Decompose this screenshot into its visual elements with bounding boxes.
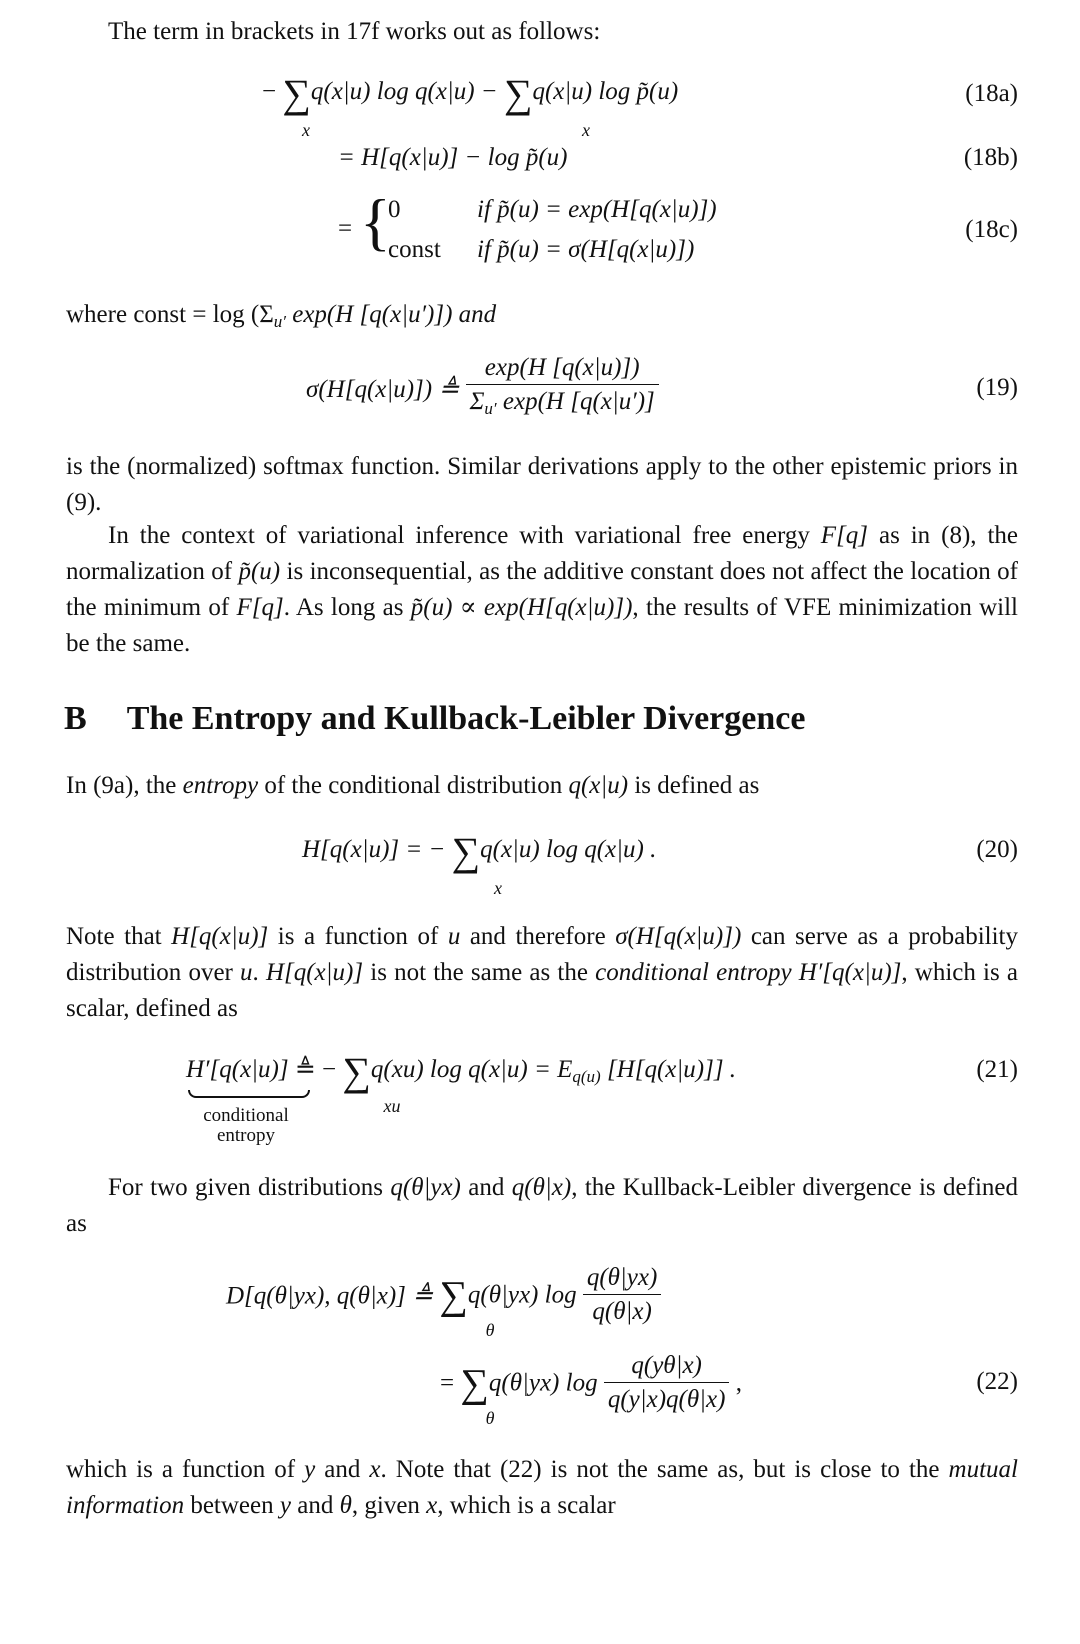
- paragraph: In (9a), the entropy of the conditional distribution q(x|u) is defined as: [66, 772, 760, 799]
- paragraph: For two given distributions q(θ|yx) and q(θ|x), the Kullback-Leibler divergence is defined as: [66, 1174, 1018, 1237]
- fraction-numerator: exp(H [q(x|u)]): [466, 352, 659, 385]
- sum-symbol: ∑: [342, 1049, 371, 1094]
- eq20-rhs: q(x|u) log q(x|u) .: [480, 836, 657, 863]
- case1-value: 0: [388, 196, 401, 223]
- sum-subscript: xu: [383, 1096, 401, 1116]
- where-line: [66, 297, 496, 340]
- eq19-lhs: σ(H[q(x|u)]) ≜: [306, 376, 466, 403]
- sum-subscript: θ: [485, 1320, 495, 1340]
- sum-subscript: θ: [485, 1408, 495, 1428]
- sum-subscript: x: [582, 120, 590, 140]
- where-text: where const = log (Σ: [66, 301, 274, 328]
- defined-as: ≜ −: [288, 1056, 337, 1083]
- equation-number: (20): [976, 836, 1018, 863]
- case2-condition: if p̃(u) = σ(H[q(x|u)]): [477, 236, 695, 263]
- equation-18a: [262, 71, 679, 116]
- equation-22-line2: = ∑q(θ|yx) log $\frac{q(y\theta|x)}{q(y|x)q(\theta|x)}$ ,: [440, 1350, 742, 1417]
- paragraph: Note that H[q(x|u)] is a function of u and therefore σ(H[q(x|u)]) can serve as a probability distribution over u. H[q(x|u)] is not the same as the conditional entropy H′[q(x|u)], which is a scalar, defined as: [66, 923, 1018, 1022]
- paragraph: which is a function of y and x. Note that (22) is not the same as, but is close to the mutual information between y and θ, given x, which is a scalar: [66, 1456, 1018, 1519]
- section-title: The Entropy and Kullback-Leibler Divergence: [126, 700, 806, 737]
- minus-sign: −: [262, 78, 277, 105]
- sum-subscript: x: [302, 120, 310, 140]
- equation-number: (18b): [963, 144, 1018, 171]
- sum-subscript: x: [494, 878, 502, 898]
- equation-18b: = H[q(x|u)] − log p̃(u): [338, 144, 568, 171]
- underbrace-label: conditional entropy: [203, 1105, 289, 1146]
- section-heading: [64, 700, 805, 738]
- equals-sign: =: [338, 215, 353, 242]
- conditional-entropy-term: H′[q(x|u)]: [186, 1056, 289, 1083]
- equation-number: (19): [976, 374, 1018, 401]
- equation-19: [306, 352, 659, 426]
- eq20-lhs: H[q(x|u)] = −: [302, 836, 446, 863]
- section-letter: B: [64, 700, 87, 737]
- fraction-denominator: $\Sigma_{u'}$ exp(H [q(x|u′)]: [469, 388, 655, 418]
- sum-symbol: ∑: [503, 71, 533, 116]
- intro-text: The term in brackets in 17f works out as follows:: [108, 18, 601, 45]
- eq18a-term1: q(x|u) log q(x|u) −: [310, 78, 504, 105]
- equation-22-line1: D[q(θ|yx), q(θ|x)] ≜ ∑q(θ|yx) log $\frac{q(\theta|yx)}{q(\theta|x)}$: [226, 1262, 661, 1329]
- underbrace: [188, 1090, 310, 1098]
- subscript: u′: [273, 312, 286, 331]
- left-brace: {: [360, 186, 391, 257]
- paragraph: In the context of variational inference with variational free energy F[q] as in (8), the normalization of p̃(u) is inconsequential, as the additive constant does not affect the location of the minimum of F[q]. As long as p̃(u) ∝ exp(H[q(x|u)]), the results of VFE minimization will be the same.: [66, 522, 1018, 657]
- equation-number: (18a): [965, 80, 1018, 107]
- sum-symbol: ∑: [460, 1360, 489, 1406]
- fraction: $\frac{q(\theta|yx)}{q(\theta|x)}$: [583, 1262, 662, 1329]
- equation-number: (22): [976, 1368, 1018, 1395]
- sum-symbol: ∑: [451, 829, 481, 874]
- equation-21: H′[q(x|u)] ≜ − ∑q(xu) $\log q(x|u) = E_{q(u)}$ [H[q(x|u)]] .: [186, 1049, 737, 1094]
- case2-value: const: [388, 236, 441, 263]
- equation-20: [302, 829, 657, 874]
- sum-symbol: ∑: [282, 71, 311, 116]
- paragraph: is the (normalized) softmax function. Similar derivations apply to the other epistemic priors in (9).: [66, 453, 1018, 516]
- sum-symbol: ∑: [439, 1272, 468, 1318]
- case1-condition: if p̃(u) = exp(H[q(x|u)]): [477, 196, 717, 223]
- equation-number: (21): [976, 1056, 1018, 1083]
- fraction: [466, 352, 659, 426]
- where-text-tail: exp(H [q(x|u′)]) and: [285, 301, 497, 328]
- fraction: $\frac{q(y\theta|x)}{q(y|x)q(\theta|x)}$: [604, 1350, 730, 1417]
- equation-number: (18c): [965, 216, 1018, 243]
- eq18a-term2: q(x|u) log p̃(u): [532, 78, 679, 105]
